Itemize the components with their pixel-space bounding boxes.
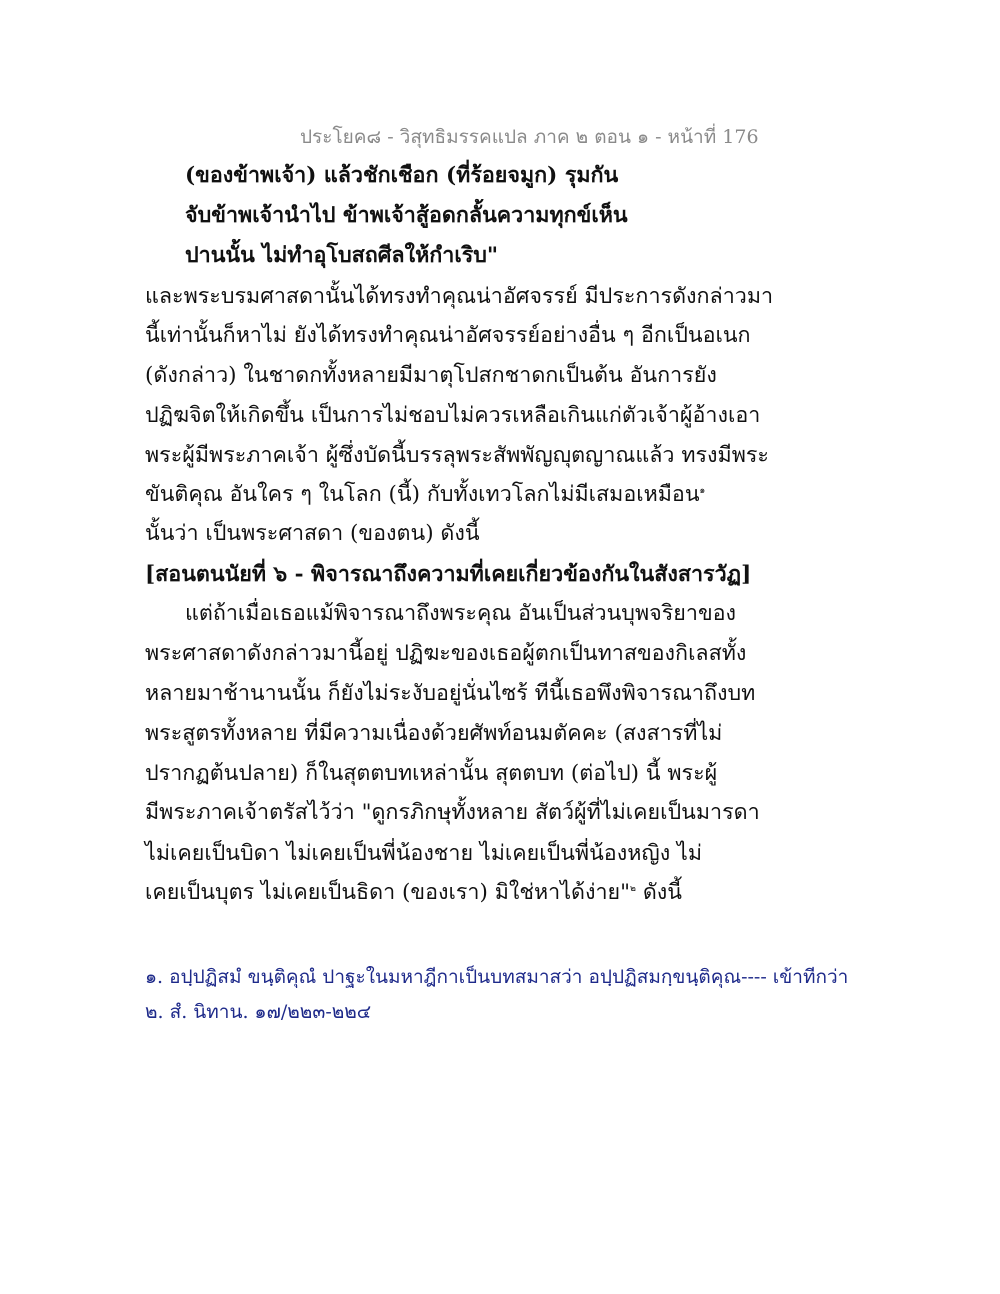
body-line: ไม่เคยเป็นบิดา ไม่เคยเป็นพี่น้องชาย ไม่เคยเป็นพี่น้องหญิง ไม่ xyxy=(145,841,703,866)
body-line: ปรากฏต้นปลาย) ก็ในสุตตบทเหล่านั้น สุตตบท (ต่อไป) นี้ พระผู้ xyxy=(145,761,718,786)
footnote-marker: ๒ xyxy=(630,883,636,894)
body-line: นั้นว่า เป็นพระศาสดา (ของตน) ดังนี้ xyxy=(145,521,480,546)
footnote-2: ๒. สํ. นิทาน. ๑๗/๒๒๓-๒๒๔ xyxy=(145,1001,372,1023)
body-line-tail: ดังนี้ xyxy=(635,880,682,905)
body-line: ปฏิฆจิตให้เกิดขึ้น เป็นการไม่ชอบไม่ควรเหลือเกินแก่ตัวเจ้าผู้อ้างเอา xyxy=(145,403,761,428)
quote-line: จับข้าพเจ้านำไป ข้าพเจ้าสู้อดกลั้นความทุกข์เห็น xyxy=(185,203,628,228)
footnote-1: ๑. อปฺปฏิสมํ ขนฺติคุณํ ปาฐะในมหาฎีกาเป็นบทสมาสว่า อปฺปฏิสมกฺขนฺติคุณ---- เข้าทีกว่า xyxy=(145,966,849,988)
body-line-text: ขันติคุณ อันใคร ๆ ในโลก (นี้) กับทั้งเทวโลกไม่มีเสมอเหมือน xyxy=(145,482,700,507)
footnote-marker: ๑ xyxy=(699,485,706,496)
body-line: พระสูตรทั้งหลาย ที่มีความเนื่องด้วยศัพท์อนมตัคคะ (สงสารที่ไม่ xyxy=(145,721,723,746)
body-line: พระผู้มีพระภาคเจ้า ผู้ซึ่งบัดนี้บรรลุพระสัพพัญญุตญาณแล้ว ทรงมีพระ xyxy=(145,443,769,468)
body-line: และพระบรมศาสดานั้นได้ทรงทำคุณน่าอัศจรรย์ มีประการดังกล่าวมา xyxy=(145,284,774,309)
body-line-text: เคยเป็นบุตร ไม่เคยเป็นธิดา (ของเรา) มิใช่หาได้ง่าย" xyxy=(145,880,631,905)
body-line: มีพระภาคเจ้าตรัสไว้ว่า "ดูกรภิกษุทั้งหลาย สัตว์ผู้ที่ไม่เคยเป็นมารดา xyxy=(145,800,760,825)
body-line: พระศาสดาดังกล่าวมานี้อยู่ ปฏิฆะของเธอผู้ตกเป็นทาสของกิเลสทั้ง xyxy=(145,641,747,666)
quote-line: (ของข้าพเจ้า) แล้วชักเชือก (ที่ร้อยจมูก) รุมกัน xyxy=(185,163,619,188)
section-heading: [สอนตนนัยที่ ๖ - พิจารณาถึงความที่เคยเกี่ยวข้องกันในสังสารวัฏ] xyxy=(145,562,752,587)
body-line-with-footnote xyxy=(145,882,682,904)
page-header: ประโยค๘ - วิสุทธิมรรคแปล ภาค ๒ ตอน ๑ - หน้าที่ 176 xyxy=(300,126,759,148)
body-line: หลายมาช้านานนั้น ก็ยังไม่ระงับอยู่นั่นไซร้ ทีนี้เธอพึงพิจารณาถึงบท xyxy=(145,681,756,706)
body-line: (ดังกล่าว) ในชาดกทั้งหลายมีมาตุโปสกชาดกเป็นต้น อันการยัง xyxy=(145,363,717,388)
quote-line: ปานนั้น ไม่ทำอุโบสถศีลให้กำเริบ" xyxy=(185,243,499,268)
body-line: นี้เท่านั้นก็หาไม่ ยังได้ทรงทำคุณน่าอัศจรรย์อย่างอื่น ๆ อีกเป็นอเนก xyxy=(145,323,751,348)
body-line: แต่ถ้าเมื่อเธอแม้พิจารณาถึงพระคุณ อันเป็นส่วนบุพจริยาของ xyxy=(185,601,737,626)
body-line-with-footnote xyxy=(145,484,705,506)
